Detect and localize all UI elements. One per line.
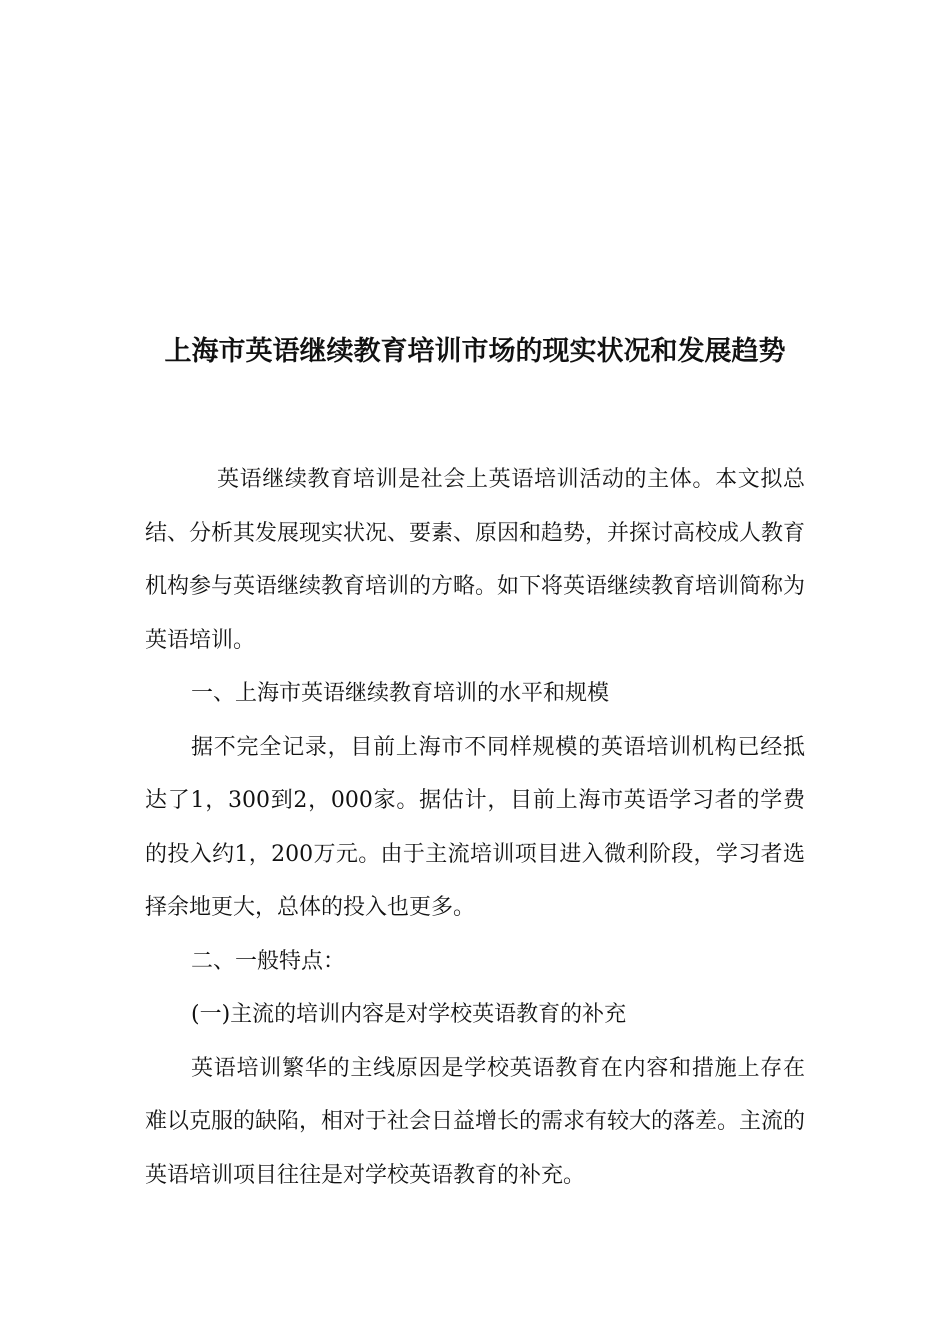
paragraph-scale: 据不完全记录，目前上海市不同样规模的英语培训机构已经抵达了1，300到2，000家。据估计，目前上海市英语学习者的学费的投入约1，200万元。由于主流培训项目进入微利阶段，学习者选择余地更大，总体的投入也更多。 — [145, 734, 805, 920]
subsection-heading-1: (一)主流的培训内容是对学校英语教育的补充 — [191, 1002, 627, 1027]
section-heading-1: 一、上海市英语继续教育培训的水平和规模 — [191, 681, 610, 706]
paragraph-supplement: 英语培训繁华的主线原因是学校英语教育在内容和措施上存在难以克服的缺陷，相对于社会日益增长的需求有较大的落差。主流的英语培训项目往往是对学校英语教育的补充。 — [145, 1055, 806, 1188]
document-body — [145, 453, 805, 1202]
section-heading-2: 二、一般特点： — [191, 948, 346, 974]
document-title: 上海市英语继续教育培训市场的现实状况和发展趋势 — [164, 336, 786, 367]
paragraph-intro: 英语继续教育培训是社会上英语培训活动的主体。本文拟总结、分析其发展现实状况、要素、原因和趋势，并探讨高校成人教育机构参与英语继续教育培训的方略。如下将英语继续教育培训简称为英语培训。 — [145, 467, 806, 653]
